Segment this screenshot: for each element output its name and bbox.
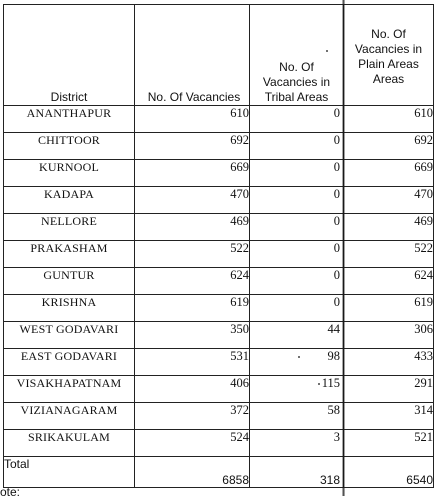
- tribal-cell: 0: [250, 214, 344, 241]
- table-row: [4, 160, 434, 187]
- district-cell: WEST GODAVARI: [4, 322, 135, 349]
- district-cell: SRIKAKULAM: [4, 430, 135, 457]
- total-plain: 6540: [344, 457, 434, 488]
- plain-cell: 469: [344, 214, 434, 241]
- vacancies-cell: 619: [135, 295, 250, 322]
- vacancies-cell: 469: [135, 214, 250, 241]
- district-cell: EAST GODAVARI: [4, 349, 135, 376]
- district-cell: CHITTOOR: [4, 133, 135, 160]
- vacancies-cell: 372: [135, 403, 250, 430]
- table-row: [4, 214, 434, 241]
- plain-cell: 291: [344, 376, 434, 403]
- tribal-cell: 0: [250, 268, 344, 295]
- table-row: [4, 133, 434, 160]
- scan-speck: [318, 383, 320, 385]
- total-vacancies: 6858: [135, 457, 250, 488]
- tribal-cell: 0: [250, 160, 344, 187]
- district-cell: KADAPA: [4, 187, 135, 214]
- tribal-cell: 0: [250, 295, 344, 322]
- total-row: [4, 457, 434, 488]
- table-row: [4, 322, 434, 349]
- header-vacancies: No. Of Vacancies: [135, 5, 250, 106]
- district-cell: KRISHNA: [4, 295, 135, 322]
- district-cell: PRAKASHAM: [4, 241, 135, 268]
- tribal-cell: 98: [250, 349, 344, 376]
- tribal-cell: 44: [250, 322, 344, 349]
- plain-cell: 624: [344, 268, 434, 295]
- tribal-cell: 0: [250, 133, 344, 160]
- district-cell: ANANTHAPUR: [4, 106, 135, 133]
- vacancies-cell: 522: [135, 241, 250, 268]
- district-cell: NELLORE: [4, 214, 135, 241]
- header-plain-vacancies: No. Of Vacancies in Plain Areas Areas: [344, 5, 434, 106]
- total-label: Total: [4, 457, 135, 488]
- vacancies-cell: 531: [135, 349, 250, 376]
- scan-speck: [298, 356, 300, 358]
- header-row: [4, 5, 434, 106]
- plain-cell: 610: [344, 106, 434, 133]
- plain-cell: 306: [344, 322, 434, 349]
- table-row: [4, 268, 434, 295]
- tribal-cell: 0: [250, 106, 344, 133]
- vacancies-cell: 350: [135, 322, 250, 349]
- plain-cell: 669: [344, 160, 434, 187]
- table-row: [4, 106, 434, 133]
- tribal-cell: 58: [250, 403, 344, 430]
- table-row: [4, 295, 434, 322]
- vacancies-cell: 610: [135, 106, 250, 133]
- tribal-cell: 0: [250, 241, 344, 268]
- district-cell: VISAKHAPATNAM: [4, 376, 135, 403]
- header-district: District: [4, 5, 135, 106]
- vacancies-cell: 406: [135, 376, 250, 403]
- table-row: [4, 376, 434, 403]
- plain-cell: 522: [344, 241, 434, 268]
- tribal-cell: 0: [250, 187, 344, 214]
- vacancies-table: [3, 4, 434, 488]
- header-tribal-vacancies: No. Of Vacancies in Tribal Areas: [250, 5, 344, 106]
- vacancies-cell: 669: [135, 160, 250, 187]
- vacancies-cell: 524: [135, 430, 250, 457]
- district-cell: GUNTUR: [4, 268, 135, 295]
- district-cell: KURNOOL: [4, 160, 135, 187]
- plain-cell: 433: [344, 349, 434, 376]
- plain-cell: 314: [344, 403, 434, 430]
- table-row: [4, 403, 434, 430]
- tribal-cell: 3: [250, 430, 344, 457]
- note-text: ote:: [0, 485, 21, 499]
- table-row: [4, 241, 434, 268]
- scan-speck: [326, 50, 328, 52]
- table-row: [4, 187, 434, 214]
- total-tribal: 318: [250, 457, 344, 488]
- vacancies-cell: 470: [135, 187, 250, 214]
- district-cell: VIZIANAGARAM: [4, 403, 135, 430]
- vacancies-cell: 692: [135, 133, 250, 160]
- plain-cell: 470: [344, 187, 434, 214]
- plain-cell: 692: [344, 133, 434, 160]
- table-row: [4, 430, 434, 457]
- plain-cell: 619: [344, 295, 434, 322]
- table-row: [4, 349, 434, 376]
- vacancies-cell: 624: [135, 268, 250, 295]
- tribal-cell: 115: [250, 376, 344, 403]
- plain-cell: 521: [344, 430, 434, 457]
